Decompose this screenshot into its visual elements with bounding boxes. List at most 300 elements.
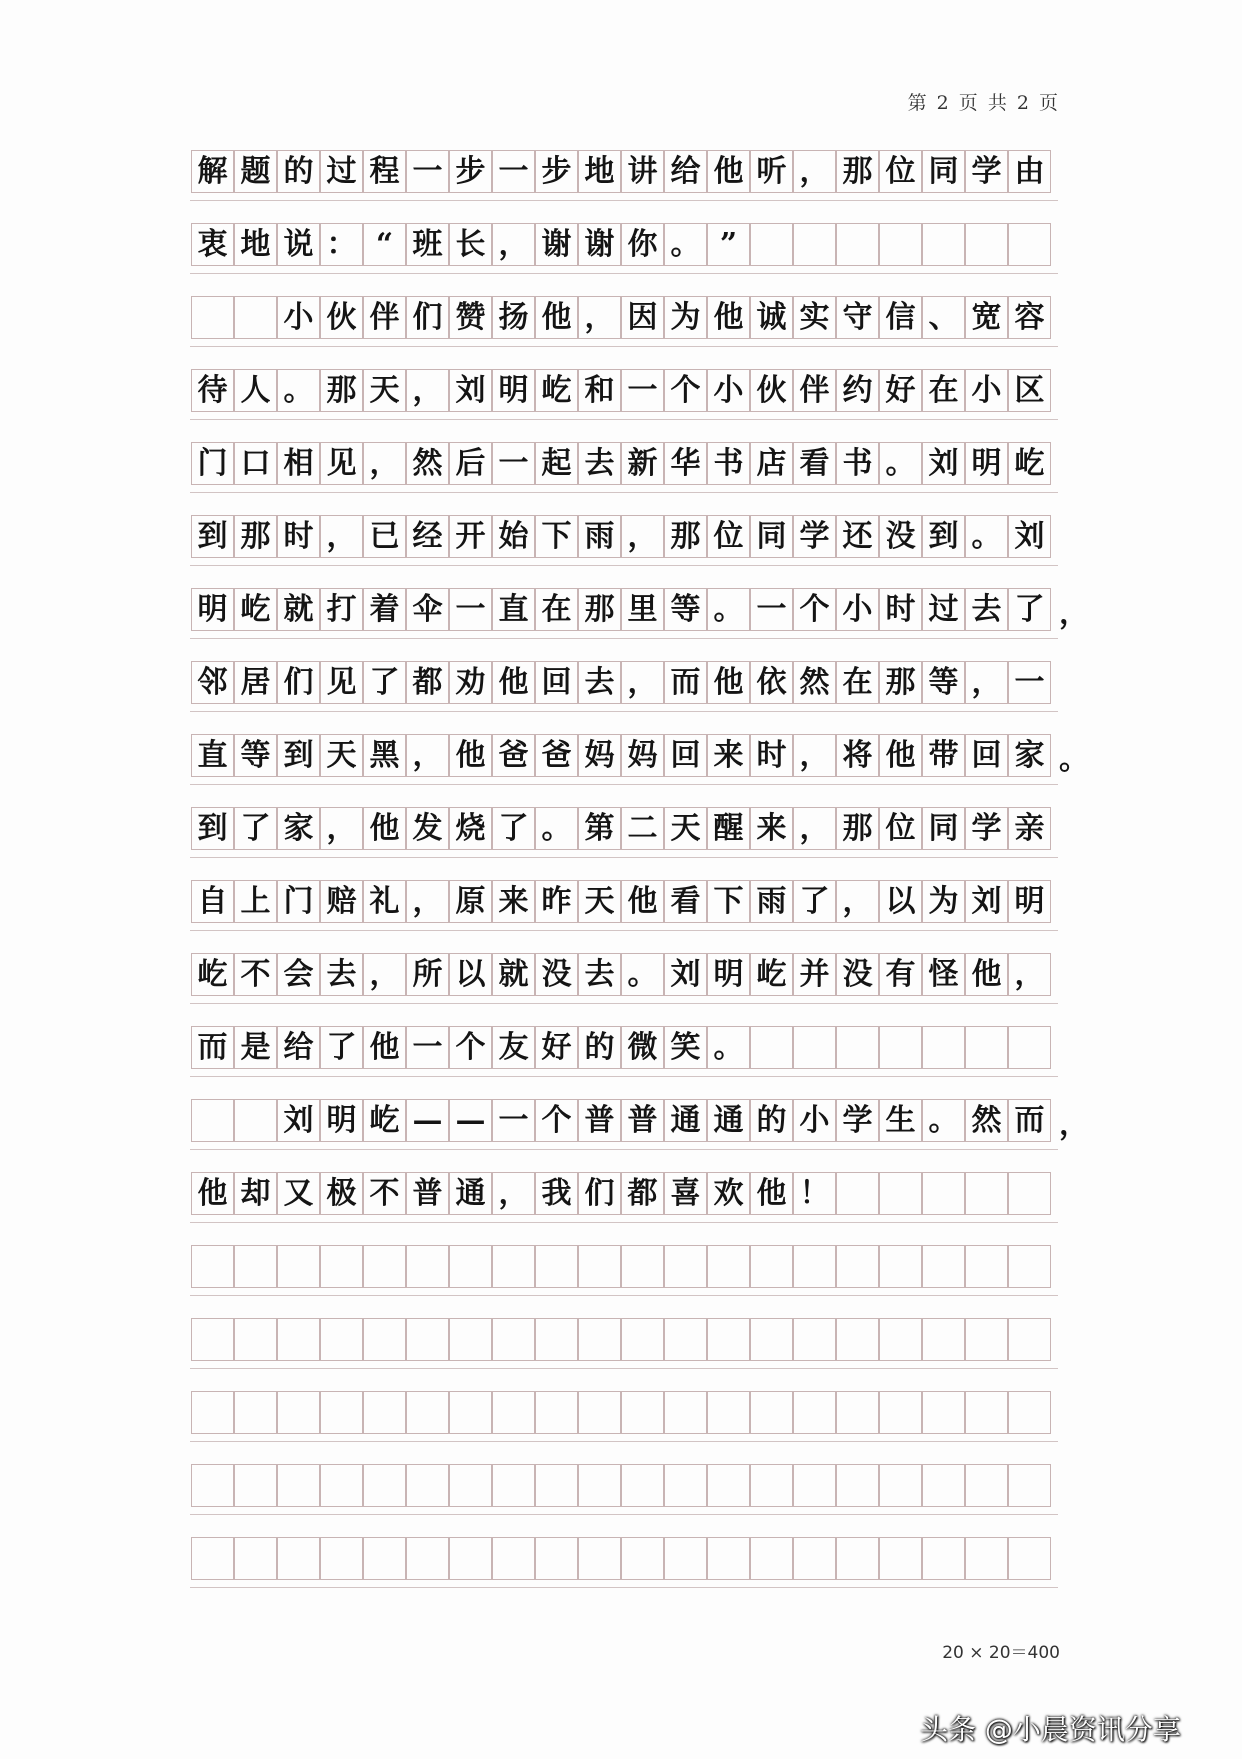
grid-cell: 笑 bbox=[664, 1026, 707, 1069]
grid-cell bbox=[836, 1391, 879, 1434]
grid-cell: ， bbox=[621, 661, 664, 704]
grid-cell: 他 bbox=[707, 150, 750, 193]
grid-cell: 赔 bbox=[320, 880, 363, 923]
grid-row bbox=[190, 734, 1089, 807]
grid-cell: 题 bbox=[234, 150, 277, 193]
grid-cell bbox=[277, 1464, 320, 1507]
grid-cell: 却 bbox=[234, 1172, 277, 1215]
grid-cell bbox=[922, 223, 965, 266]
grid-cell: 明 bbox=[1008, 880, 1051, 923]
grid-cell: 相 bbox=[277, 442, 320, 485]
grid-cell: 已 bbox=[363, 515, 406, 558]
grid-cell bbox=[578, 1245, 621, 1288]
row-gap-line bbox=[190, 711, 1058, 712]
row-gap-line bbox=[190, 1076, 1058, 1077]
grid-cell: 昨 bbox=[535, 880, 578, 923]
grid-cell: 普 bbox=[406, 1172, 449, 1215]
grid-cell bbox=[406, 1464, 449, 1507]
grid-cell bbox=[234, 1318, 277, 1361]
grid-cell: 他 bbox=[879, 734, 922, 777]
grid-cell: 然 bbox=[965, 1099, 1008, 1142]
grid-cell: 过 bbox=[320, 150, 363, 193]
grid-cell bbox=[191, 1464, 234, 1507]
grid-cell bbox=[707, 1245, 750, 1288]
grid-cell: 天 bbox=[664, 807, 707, 850]
grid-cell: ， bbox=[621, 515, 664, 558]
grid-cell bbox=[836, 1318, 879, 1361]
grid-cell: 书 bbox=[836, 442, 879, 485]
grid-cell: 起 bbox=[535, 442, 578, 485]
grid-cell: ， bbox=[965, 661, 1008, 704]
grid-cell: 同 bbox=[922, 150, 965, 193]
grid-cell bbox=[535, 1245, 578, 1288]
grid-cell: 的 bbox=[578, 1026, 621, 1069]
grid-cell bbox=[707, 1318, 750, 1361]
grid-cell: 实 bbox=[793, 296, 836, 339]
grid-cell bbox=[922, 1026, 965, 1069]
grid-cell: 。 bbox=[707, 588, 750, 631]
grid-cell bbox=[191, 1245, 234, 1288]
grid-cell: 店 bbox=[750, 442, 793, 485]
grid-cell: 他 bbox=[492, 661, 535, 704]
grid-cell bbox=[664, 1464, 707, 1507]
grid-cell: 屹 bbox=[363, 1099, 406, 1142]
grid-cell: 醒 bbox=[707, 807, 750, 850]
grid-cell: 见 bbox=[320, 661, 363, 704]
grid-cell bbox=[234, 1391, 277, 1434]
grid-cell bbox=[793, 1537, 836, 1580]
grid-cell bbox=[320, 1245, 363, 1288]
grid-cell: 家 bbox=[277, 807, 320, 850]
grid-cell bbox=[707, 1537, 750, 1580]
grid-cell: 讲 bbox=[621, 150, 664, 193]
grid-cell: 不 bbox=[363, 1172, 406, 1215]
grid-cell bbox=[836, 223, 879, 266]
grid-cell bbox=[879, 223, 922, 266]
grid-cell: 书 bbox=[707, 442, 750, 485]
grid-cell: 开 bbox=[449, 515, 492, 558]
grid-cell bbox=[363, 1537, 406, 1580]
grid-cell: 屹 bbox=[234, 588, 277, 631]
grid-cell bbox=[191, 296, 234, 339]
grid-cell bbox=[320, 1464, 363, 1507]
grid-cell: 了 bbox=[793, 880, 836, 923]
grid-count-label: 20 × 20＝400 bbox=[942, 1643, 1060, 1663]
grid-cell bbox=[922, 1391, 965, 1434]
grid-cell: 回 bbox=[664, 734, 707, 777]
row-gap-line bbox=[190, 638, 1058, 639]
grid-cell bbox=[793, 223, 836, 266]
grid-cell bbox=[879, 1464, 922, 1507]
grid-cell bbox=[535, 1464, 578, 1507]
grid-cell: 门 bbox=[277, 880, 320, 923]
grid-cell bbox=[965, 1464, 1008, 1507]
row-gap-line bbox=[190, 419, 1058, 420]
grid-cell: 一 bbox=[1008, 661, 1051, 704]
grid-cell: 我 bbox=[535, 1172, 578, 1215]
grid-cell: ， bbox=[363, 442, 406, 485]
grid-cell bbox=[750, 1026, 793, 1069]
grid-cell: 黑 bbox=[363, 734, 406, 777]
grid-row bbox=[190, 880, 1058, 953]
grid-cell: ， bbox=[793, 150, 836, 193]
grid-cell: 将 bbox=[836, 734, 879, 777]
grid-cell: 一 bbox=[406, 1026, 449, 1069]
grid-cell: 了 bbox=[492, 807, 535, 850]
grid-cell bbox=[621, 1537, 664, 1580]
grid-cell: 班 bbox=[406, 223, 449, 266]
grid-cell: 通 bbox=[707, 1099, 750, 1142]
row-gap-line bbox=[190, 346, 1058, 347]
grid-row bbox=[190, 661, 1058, 734]
grid-cell: ， bbox=[406, 880, 449, 923]
grid-cell: 怪 bbox=[922, 953, 965, 996]
grid-cell bbox=[578, 1391, 621, 1434]
grid-cell: 伙 bbox=[750, 369, 793, 412]
grid-row bbox=[190, 223, 1058, 296]
grid-cell: 步 bbox=[449, 150, 492, 193]
grid-cell bbox=[664, 1245, 707, 1288]
row-gap-line bbox=[190, 1222, 1058, 1223]
grid-cell bbox=[449, 1245, 492, 1288]
grid-row bbox=[190, 1464, 1058, 1537]
grid-cell: 新 bbox=[621, 442, 664, 485]
grid-cell bbox=[363, 1464, 406, 1507]
grid-cell: ， bbox=[1008, 953, 1051, 996]
grid-cell bbox=[406, 1245, 449, 1288]
grid-cell: 时 bbox=[277, 515, 320, 558]
grid-cell: 个 bbox=[535, 1099, 578, 1142]
grid-cell bbox=[578, 1464, 621, 1507]
grid-cell: 明 bbox=[191, 588, 234, 631]
grid-cell: 亲 bbox=[1008, 807, 1051, 850]
row-gap-line bbox=[190, 492, 1058, 493]
grid-cell bbox=[965, 223, 1008, 266]
grid-cell: ， bbox=[320, 515, 363, 558]
grid-cell: 们 bbox=[277, 661, 320, 704]
grid-cell bbox=[320, 1391, 363, 1434]
grid-cell: 以 bbox=[879, 880, 922, 923]
grid-cell: 伴 bbox=[793, 369, 836, 412]
grid-cell bbox=[492, 1464, 535, 1507]
row-gap-line bbox=[190, 1587, 1058, 1588]
grid-cell: 来 bbox=[492, 880, 535, 923]
grid-cell: 打 bbox=[320, 588, 363, 631]
grid-cell: ， bbox=[320, 807, 363, 850]
grid-cell: 发 bbox=[406, 807, 449, 850]
grid-cell: 刘 bbox=[922, 442, 965, 485]
grid-cell: 生 bbox=[879, 1099, 922, 1142]
grid-cell bbox=[363, 1391, 406, 1434]
row-gap-line bbox=[190, 200, 1058, 201]
grid-cell: 为 bbox=[922, 880, 965, 923]
grid-cell bbox=[965, 1391, 1008, 1434]
grid-cell: 到 bbox=[191, 807, 234, 850]
grid-cell: 口 bbox=[234, 442, 277, 485]
grid-cell: 爸 bbox=[492, 734, 535, 777]
grid-cell: 谢 bbox=[535, 223, 578, 266]
grid-cell: 们 bbox=[406, 296, 449, 339]
grid-cell bbox=[621, 1391, 664, 1434]
grid-cell: 学 bbox=[836, 1099, 879, 1142]
grid-cell bbox=[922, 1245, 965, 1288]
row-gap-line bbox=[190, 1441, 1058, 1442]
grid-cell: 那 bbox=[578, 588, 621, 631]
grid-cell: ： bbox=[320, 223, 363, 266]
row-gap-line bbox=[190, 1368, 1058, 1369]
grid-cell: 小 bbox=[707, 369, 750, 412]
row-gap-line bbox=[190, 857, 1058, 858]
row-gap-line bbox=[190, 1003, 1058, 1004]
grid-cell: 二 bbox=[621, 807, 664, 850]
grid-cell: 学 bbox=[793, 515, 836, 558]
grid-cell: 又 bbox=[277, 1172, 320, 1215]
grid-cell bbox=[793, 1318, 836, 1361]
grid-cell bbox=[879, 1026, 922, 1069]
grid-cell: 步 bbox=[535, 150, 578, 193]
grid-cell: 下 bbox=[535, 515, 578, 558]
grid-cell: 好 bbox=[879, 369, 922, 412]
grid-cell bbox=[277, 1537, 320, 1580]
row-gap-line bbox=[190, 784, 1058, 785]
grid-row bbox=[190, 442, 1058, 515]
grid-cell: 诚 bbox=[750, 296, 793, 339]
grid-cell bbox=[707, 1391, 750, 1434]
grid-cell bbox=[535, 1318, 578, 1361]
grid-cell: 。 bbox=[879, 442, 922, 485]
grid-cell bbox=[406, 1537, 449, 1580]
grid-cell: 然 bbox=[793, 661, 836, 704]
grid-row bbox=[190, 1245, 1058, 1318]
grid-cell: 他 bbox=[363, 1026, 406, 1069]
grid-cell bbox=[191, 1099, 234, 1142]
grid-cell: 学 bbox=[965, 150, 1008, 193]
grid-cell: 为 bbox=[664, 296, 707, 339]
grid-cell: 时 bbox=[750, 734, 793, 777]
grid-cell: 们 bbox=[578, 1172, 621, 1215]
grid-row bbox=[190, 296, 1058, 369]
grid-cell: 同 bbox=[750, 515, 793, 558]
row-gap-line bbox=[190, 1149, 1058, 1150]
grid-cell: 他 bbox=[535, 296, 578, 339]
grid-cell: 。 bbox=[965, 515, 1008, 558]
grid-cell bbox=[664, 1318, 707, 1361]
grid-cell bbox=[965, 1245, 1008, 1288]
grid-cell: 回 bbox=[535, 661, 578, 704]
row-gap-line bbox=[190, 1514, 1058, 1515]
grid-cell: 妈 bbox=[621, 734, 664, 777]
grid-cell: 等 bbox=[234, 734, 277, 777]
grid-cell: 去 bbox=[965, 588, 1008, 631]
grid-cell: 一 bbox=[492, 442, 535, 485]
grid-cell: 去 bbox=[578, 661, 621, 704]
grid-cell: 以 bbox=[449, 953, 492, 996]
grid-cell bbox=[750, 1464, 793, 1507]
grid-cell: 地 bbox=[578, 150, 621, 193]
grid-cell: 妈 bbox=[578, 734, 621, 777]
grid-cell bbox=[234, 296, 277, 339]
row-gap-line bbox=[190, 1295, 1058, 1296]
grid-cell: 华 bbox=[664, 442, 707, 485]
grid-cell bbox=[922, 1318, 965, 1361]
grid-cell bbox=[793, 1464, 836, 1507]
grid-cell: ， bbox=[406, 369, 449, 412]
grid-cell: 极 bbox=[320, 1172, 363, 1215]
grid-cell: 屹 bbox=[1008, 442, 1051, 485]
grid-cell: 到 bbox=[191, 515, 234, 558]
grid-cell: 同 bbox=[922, 807, 965, 850]
grid-cell: 容 bbox=[1008, 296, 1051, 339]
grid-cell: 而 bbox=[1008, 1099, 1051, 1142]
grid-cell bbox=[836, 1026, 879, 1069]
grid-cell bbox=[492, 1318, 535, 1361]
grid-cell: 区 bbox=[1008, 369, 1051, 412]
grid-cell bbox=[922, 1537, 965, 1580]
grid-cell bbox=[578, 1318, 621, 1361]
grid-cell bbox=[234, 1537, 277, 1580]
grid-cell: 微 bbox=[621, 1026, 664, 1069]
grid-cell: 然 bbox=[406, 442, 449, 485]
grid-cell: 、 bbox=[922, 296, 965, 339]
grid-cell bbox=[965, 1318, 1008, 1361]
grid-cell bbox=[793, 1245, 836, 1288]
grid-cell: 了 bbox=[234, 807, 277, 850]
grid-cell: 程 bbox=[363, 150, 406, 193]
grid-cell: 普 bbox=[621, 1099, 664, 1142]
grid-cell bbox=[879, 1537, 922, 1580]
grid-cell: ， bbox=[836, 880, 879, 923]
grid-cell: 了 bbox=[363, 661, 406, 704]
grid-row bbox=[190, 588, 1089, 661]
grid-cell bbox=[707, 1464, 750, 1507]
grid-cell: 去 bbox=[320, 953, 363, 996]
grid-cell bbox=[621, 1245, 664, 1288]
grid-cell: 过 bbox=[922, 588, 965, 631]
grid-cell bbox=[1008, 1318, 1051, 1361]
grid-cell bbox=[492, 1391, 535, 1434]
grid-cell: 他 bbox=[965, 953, 1008, 996]
grid-cell: 回 bbox=[965, 734, 1008, 777]
grid-cell: 劝 bbox=[449, 661, 492, 704]
grid-cell: 位 bbox=[879, 150, 922, 193]
grid-cell: 不 bbox=[234, 953, 277, 996]
grid-cell bbox=[320, 1318, 363, 1361]
grid-cell: 友 bbox=[492, 1026, 535, 1069]
grid-cell bbox=[836, 1245, 879, 1288]
grid-cell: 到 bbox=[277, 734, 320, 777]
grid-cell: 经 bbox=[406, 515, 449, 558]
grid-cell: 在 bbox=[922, 369, 965, 412]
grid-cell: 伞 bbox=[406, 588, 449, 631]
grid-cell: 明 bbox=[965, 442, 1008, 485]
grid-cell: 那 bbox=[320, 369, 363, 412]
grid-cell: 通 bbox=[449, 1172, 492, 1215]
grid-cell: 扬 bbox=[492, 296, 535, 339]
grid-cell: 屹 bbox=[535, 369, 578, 412]
grid-cell: 天 bbox=[578, 880, 621, 923]
grid-cell: 直 bbox=[191, 734, 234, 777]
grid-row bbox=[190, 150, 1058, 223]
row-gap-line bbox=[190, 930, 1058, 931]
grid-cell: 来 bbox=[750, 807, 793, 850]
grid-cell: 他 bbox=[363, 807, 406, 850]
grid-cell: 和 bbox=[578, 369, 621, 412]
grid-cell: ， bbox=[492, 1172, 535, 1215]
grid-cell: 待 bbox=[191, 369, 234, 412]
row-gap-line bbox=[190, 273, 1058, 274]
row-gap-line bbox=[190, 565, 1058, 566]
margin-punctuation: 。 bbox=[1059, 741, 1089, 777]
grid-cell bbox=[406, 1318, 449, 1361]
grid-cell: 有 bbox=[879, 953, 922, 996]
grid-cell: — bbox=[449, 1099, 492, 1142]
grid-row bbox=[190, 953, 1058, 1026]
grid-cell bbox=[965, 1172, 1008, 1215]
grid-cell bbox=[191, 1391, 234, 1434]
grid-cell: 等 bbox=[922, 661, 965, 704]
grid-cell: 直 bbox=[492, 588, 535, 631]
grid-cell: 带 bbox=[922, 734, 965, 777]
grid-cell: 地 bbox=[234, 223, 277, 266]
grid-cell bbox=[277, 1318, 320, 1361]
grid-cell bbox=[406, 1391, 449, 1434]
grid-cell bbox=[492, 1537, 535, 1580]
grid-cell: ， bbox=[793, 807, 836, 850]
grid-cell: 居 bbox=[234, 661, 277, 704]
grid-cell: 始 bbox=[492, 515, 535, 558]
grid-cell: 自 bbox=[191, 880, 234, 923]
grid-cell: 小 bbox=[836, 588, 879, 631]
grid-cell: 刘 bbox=[664, 953, 707, 996]
grid-cell: 解 bbox=[191, 150, 234, 193]
grid-cell bbox=[922, 1172, 965, 1215]
grid-row bbox=[190, 807, 1058, 880]
grid-cell: 。 bbox=[922, 1099, 965, 1142]
grid-cell: 而 bbox=[191, 1026, 234, 1069]
grid-cell: 由 bbox=[1008, 150, 1051, 193]
grid-cell: 学 bbox=[965, 807, 1008, 850]
margin-punctuation: ， bbox=[1059, 595, 1089, 631]
grid-cell bbox=[1008, 1391, 1051, 1434]
grid-cell bbox=[750, 1391, 793, 1434]
grid-cell: 谢 bbox=[578, 223, 621, 266]
grid-cell: 衷 bbox=[191, 223, 234, 266]
grid-cell bbox=[277, 1391, 320, 1434]
grid-cell: 去 bbox=[578, 953, 621, 996]
grid-cell: 。 bbox=[277, 369, 320, 412]
grid-cell: 刘 bbox=[1008, 515, 1051, 558]
grid-cell bbox=[879, 1172, 922, 1215]
grid-cell: 烧 bbox=[449, 807, 492, 850]
grid-cell: 家 bbox=[1008, 734, 1051, 777]
grid-cell: 一 bbox=[750, 588, 793, 631]
grid-cell: 天 bbox=[363, 369, 406, 412]
grid-cell: 个 bbox=[664, 369, 707, 412]
grid-cell bbox=[578, 1537, 621, 1580]
grid-cell: 爸 bbox=[535, 734, 578, 777]
grid-cell bbox=[363, 1245, 406, 1288]
grid-cell: 位 bbox=[707, 515, 750, 558]
grid-cell: 礼 bbox=[363, 880, 406, 923]
grid-cell bbox=[492, 1245, 535, 1288]
writing-grid bbox=[190, 150, 1089, 1620]
grid-cell: 那 bbox=[836, 150, 879, 193]
grid-cell: 伴 bbox=[363, 296, 406, 339]
grid-cell: 他 bbox=[449, 734, 492, 777]
grid-cell: 长 bbox=[449, 223, 492, 266]
grid-cell: 欢 bbox=[707, 1172, 750, 1215]
grid-cell: 普 bbox=[578, 1099, 621, 1142]
